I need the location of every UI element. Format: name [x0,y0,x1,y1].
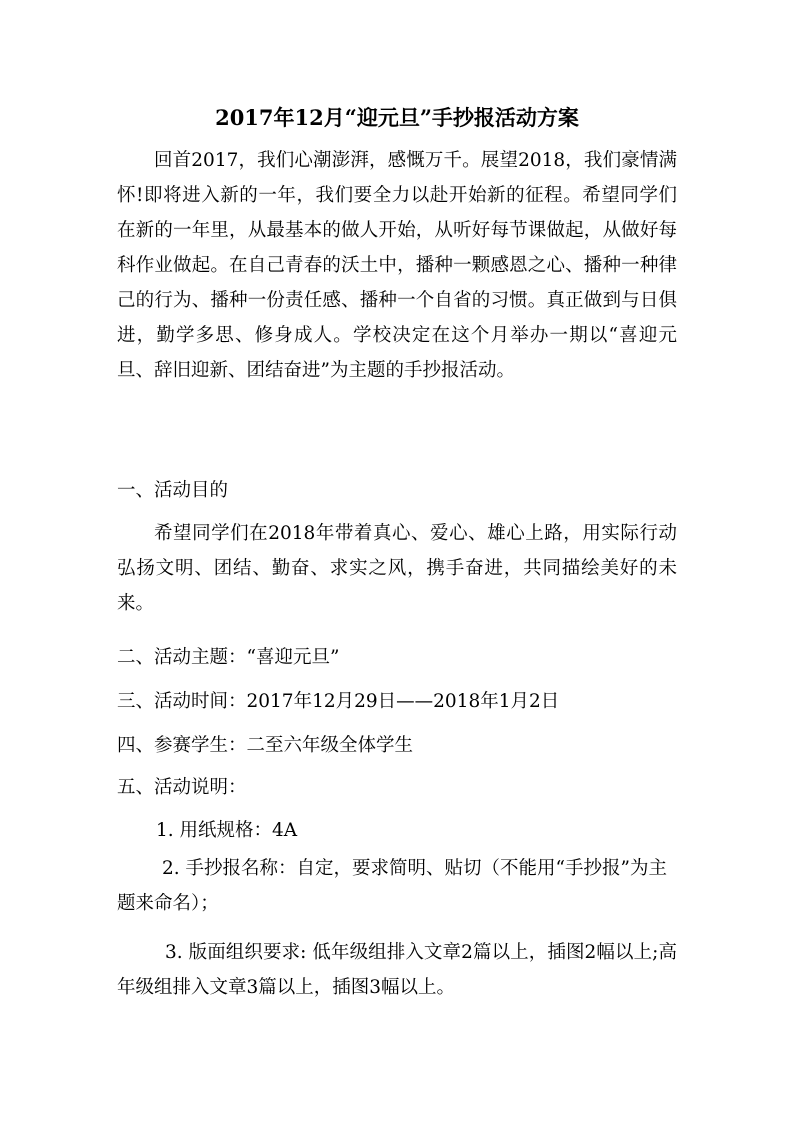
section-time: 三、活动时间：2017年12月29日——2018年1月2日 [117,691,560,712]
note-item-paper-size: 1. 用纸规格：4A [156,820,298,841]
section-heading-purpose: 一、活动目的 [117,480,229,501]
note-item-name: 2. 手抄报名称：自定，要求简明、贴切（不能用“手抄报”为主题来命名）； [117,858,667,914]
section-theme: 二、活动主题：“喜迎元旦” [117,647,340,668]
purpose-paragraph: 希望同学们在2018年带着真心、爱心、雄心上路，用实际行动弘扬文明、团结、勤奋、求实之风，携手奋进，共同描绘美好的未来。 [117,523,677,614]
section-heading-notes: 五、活动说明： [117,777,247,798]
note-item-layout: 3. 版面组织要求: 低年级组排入文章2篇以上，插图2幅以上;高年级组排入文章3篇以上，插图3幅以上。 [117,942,677,998]
document-title: 2017年12月“迎元旦”手抄报活动方案 [215,105,579,130]
intro-paragraph: 回首2017，我们心潮澎湃，感慨万千。展望2018，我们豪情满怀!即将进入新的一年，我们要全力以赴开始新的征程。希望同学们在新的一年里，从最基本的做人开始，从听好每节课做起，从做好每科作业做起。在自己青春的沃土中，播种一颗感恩之心、播种一种律己的行为、播种一份责任感、播种一个自省的习惯。真正做到与日俱进，勤学多思、修身成人。学校决定在这个月举办一期以“喜迎元旦、辞旧迎新、团结奋进”为主题的手抄报活动。 [117,150,677,381]
section-participants: 四、参赛学生：二至六年级全体学生 [117,735,414,756]
